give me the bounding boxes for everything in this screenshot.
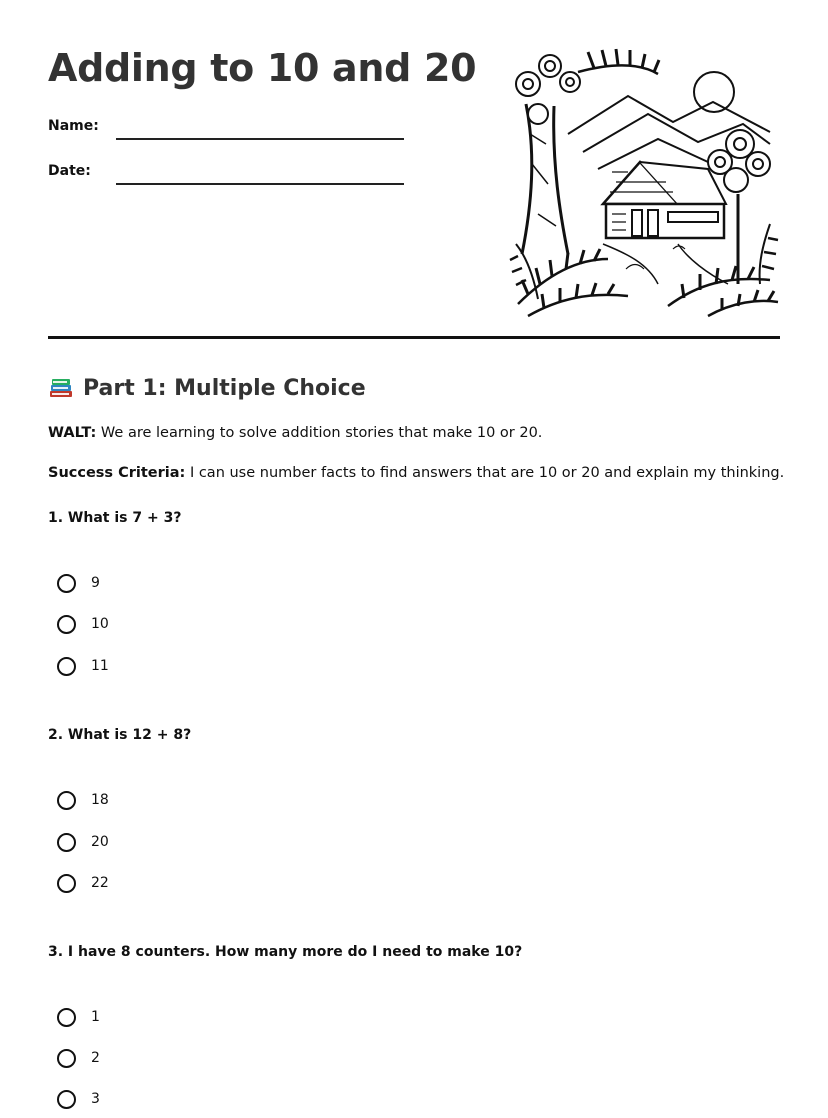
date-label: Date: xyxy=(48,163,91,179)
radio-button[interactable] xyxy=(57,833,76,852)
q1-option-c[interactable] xyxy=(57,653,109,679)
q1-option-a[interactable] xyxy=(57,570,100,596)
radio-button[interactable] xyxy=(57,1008,76,1027)
radio-button[interactable] xyxy=(57,874,76,893)
radio-button[interactable] xyxy=(57,657,76,676)
q3-option-b[interactable] xyxy=(57,1045,100,1071)
page-title: Adding to 10 and 20 xyxy=(48,46,477,90)
success-criteria xyxy=(48,465,784,481)
success-criteria-text: I can use number facts to find answers that are 10 or 20 and explain my thinking. xyxy=(185,465,785,481)
walt-label: WALT: xyxy=(48,425,97,441)
landscape-house-icon xyxy=(508,44,782,320)
books-icon xyxy=(48,375,74,401)
radio-button[interactable] xyxy=(57,574,76,593)
section-divider xyxy=(48,336,780,339)
name-label: Name: xyxy=(48,118,99,134)
radio-button[interactable] xyxy=(57,615,76,634)
radio-button[interactable] xyxy=(57,1090,76,1109)
option-label: 11 xyxy=(91,658,109,674)
option-label: 3 xyxy=(91,1091,100,1107)
walt-text: We are learning to solve addition stories that make 10 or 20. xyxy=(96,425,543,441)
question-3: 3. I have 8 counters. How many more do I need to make 10? xyxy=(48,944,523,960)
name-field[interactable] xyxy=(48,116,408,142)
q2-option-c[interactable] xyxy=(57,870,109,896)
date-field[interactable] xyxy=(48,161,408,187)
walt-statement xyxy=(48,425,542,441)
part1-title: Part 1: Multiple Choice xyxy=(83,375,366,401)
radio-button[interactable] xyxy=(57,791,76,810)
option-label: 9 xyxy=(91,575,100,591)
name-line[interactable] xyxy=(116,138,404,140)
option-label: 2 xyxy=(91,1050,100,1066)
question-2: 2. What is 12 + 8? xyxy=(48,727,192,743)
question-1: 1. What is 7 + 3? xyxy=(48,510,182,526)
q2-option-b[interactable] xyxy=(57,829,109,855)
option-label: 1 xyxy=(91,1009,100,1025)
option-label: 10 xyxy=(91,616,109,632)
q2-option-a[interactable] xyxy=(57,787,109,813)
radio-button[interactable] xyxy=(57,1049,76,1068)
option-label: 18 xyxy=(91,792,109,808)
success-criteria-label: Success Criteria: xyxy=(48,465,186,481)
q1-option-b[interactable] xyxy=(57,611,109,637)
date-line[interactable] xyxy=(116,183,404,185)
option-label: 22 xyxy=(91,875,109,891)
part1-heading xyxy=(48,372,366,404)
q3-option-a[interactable] xyxy=(57,1004,100,1030)
option-label: 20 xyxy=(91,834,109,850)
q3-option-c[interactable] xyxy=(57,1086,100,1112)
